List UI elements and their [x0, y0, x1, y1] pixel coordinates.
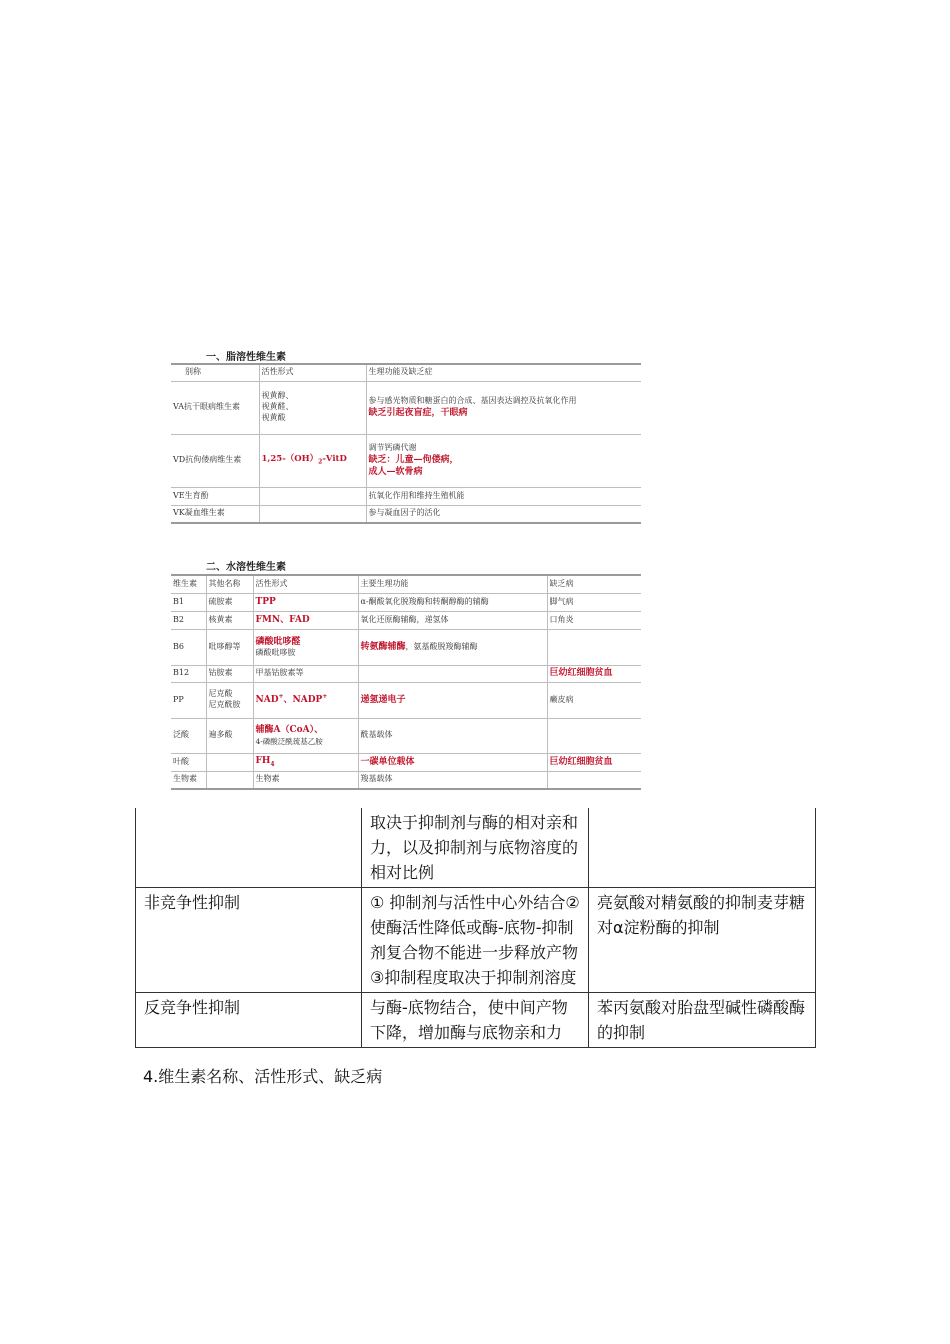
table-row	[171, 753, 641, 771]
vitamin-name-cell: VE生育酚	[171, 487, 259, 505]
fat-soluble-table	[171, 363, 641, 524]
vitamin-cell: B12	[171, 665, 206, 682]
active-form-cell: NAD+、NADP+	[253, 682, 358, 718]
vitamin-cell: PP	[171, 682, 206, 718]
table-row	[171, 629, 641, 665]
water-soluble-title: 二、水溶性维生素	[206, 562, 286, 573]
active-form-cell: 甲基钴胺素等	[253, 665, 358, 682]
table-row	[136, 888, 816, 993]
header-cell: 主要生理功能	[358, 575, 547, 593]
active-form-cell: TPP	[253, 593, 358, 611]
function-cell: 抗氧化作用和维持生殖机能	[366, 487, 641, 505]
other-name-cell: 钴胺素	[206, 665, 253, 682]
inhibition-example-cell: 亮氨酸对精氨酸的抑制麦芽糖对α淀粉酶的抑制	[589, 888, 816, 993]
deficiency-cell: 巨幼红细胞贫血	[547, 665, 641, 682]
header-cell: 其他名称	[206, 575, 253, 593]
function-cell: 递氢递电子	[358, 682, 547, 718]
header-cell: 缺乏病	[547, 575, 641, 593]
other-name-cell	[206, 753, 253, 771]
other-name-cell: 吡哆醇等	[206, 629, 253, 665]
vitamin-cell: B6	[171, 629, 206, 665]
function-cell: 羧基载体	[358, 771, 547, 789]
table-row	[171, 771, 641, 789]
inhibition-type-cell	[136, 808, 362, 888]
fat-soluble-title: 一、脂溶性维生素	[206, 352, 286, 363]
table-header-row	[171, 575, 641, 593]
function-cell: 一碳单位载体	[358, 753, 547, 771]
active-form-cell	[259, 505, 366, 523]
other-name-cell: 硫胺素	[206, 593, 253, 611]
other-name-cell	[206, 771, 253, 789]
active-form-cell: FMN、FAD	[253, 611, 358, 629]
table-header-row	[171, 364, 641, 381]
vitamin-cell: 叶酸	[171, 753, 206, 771]
table-row	[171, 434, 641, 487]
other-name-cell: 尼克酸 尼克酰胺	[206, 682, 253, 718]
header-cell: 生理功能及缺乏症	[366, 364, 641, 381]
header-cell: 活性形式	[259, 364, 366, 381]
header-cell: 维生素	[171, 575, 206, 593]
table-row	[171, 665, 641, 682]
function-cell: 参与感光物质和糖蛋白的合成、基因表达调控及抗氧化作用 缺乏引起夜盲症，干眼病	[366, 381, 641, 434]
active-form-cell: 视黄醇、 视黄醛、 视黄酸	[259, 381, 366, 434]
vitamin-name-cell: VK凝血维生素	[171, 505, 259, 523]
deficiency-cell: 癞皮病	[547, 682, 641, 718]
header-cell: 活性形式	[253, 575, 358, 593]
table-row	[171, 593, 641, 611]
table-row	[171, 611, 641, 629]
deficiency-cell: 口角炎	[547, 611, 641, 629]
table-row	[171, 381, 641, 434]
inhibition-feature-cell: ① 抑制剂与活性中心外结合②使酶活性降低或酶-底物-抑制剂复合物不能进一步释放产物③抑制程度取决于抑制剂溶度	[362, 888, 589, 993]
inhibition-feature-cell: 与酶-底物结合，使中间产物下降，增加酶与底物亲和力	[362, 993, 589, 1048]
deficiency-cell	[547, 718, 641, 753]
table-row	[171, 682, 641, 718]
inhibition-example-cell	[589, 808, 816, 888]
deficiency-cell	[547, 629, 641, 665]
inhibition-type-cell: 反竞争性抑制	[136, 993, 362, 1048]
inhibition-feature-cell: 取决于抑制剂与酶的相对亲和力，以及抑制剂与底物溶度的相对比例	[362, 808, 589, 888]
table-row	[171, 487, 641, 505]
function-cell: 转氨酶辅酶，氨基酸脱羧酶辅酶	[358, 629, 547, 665]
table-row	[171, 505, 641, 523]
other-name-cell: 遍多酸	[206, 718, 253, 753]
deficiency-text: 缺乏引起夜盲症，干眼病	[368, 407, 468, 418]
table-row	[136, 808, 816, 888]
other-name-cell: 核黄素	[206, 611, 253, 629]
active-form-cell: $FH_4$	[253, 753, 358, 771]
active-form-cell	[259, 487, 366, 505]
inhibition-example-cell: 苯丙氨酸对胎盘型碱性磷酸酶的抑制	[589, 993, 816, 1048]
function-cell: 参与凝血因子的活化	[366, 505, 641, 523]
section-caption: 4.维生素名称、活性形式、缺乏病	[143, 1067, 383, 1086]
active-form-cell: $1,25-(OH)_2$-VitD	[259, 434, 366, 487]
function-cell: 调节钙磷代谢 缺乏：儿童—佝偻病， 成人—软骨病	[366, 434, 641, 487]
function-cell: 酰基载体	[358, 718, 547, 753]
function-cell: α-酮酸氧化脱羧酶和转酮醇酶的辅酶	[358, 593, 547, 611]
inhibition-table	[135, 808, 816, 1048]
vitamin-cell: B1	[171, 593, 206, 611]
function-cell: 氧化还原酶辅酶，递氢体	[358, 611, 547, 629]
vitamin-cell: 生物素	[171, 771, 206, 789]
table-row	[171, 718, 641, 753]
function-cell	[358, 665, 547, 682]
active-form-cell: 辅酶A（CoA）、 4-磷酸泛酰巯基乙胺	[253, 718, 358, 753]
active-form-cell: 生物素	[253, 771, 358, 789]
inhibition-type-cell: 非竞争性抑制	[136, 888, 362, 993]
deficiency-cell: 巨幼红细胞贫血	[547, 753, 641, 771]
water-soluble-table	[171, 574, 641, 790]
header-cell: 别称	[171, 364, 259, 381]
active-form-cell: 磷酸吡哆醛 磷酸吡哆胺	[253, 629, 358, 665]
table-row	[136, 993, 816, 1048]
deficiency-cell: 脚气病	[547, 593, 641, 611]
vitamin-cell: B2	[171, 611, 206, 629]
deficiency-cell	[547, 771, 641, 789]
vitamin-name-cell: VA抗干眼病维生素	[171, 381, 259, 434]
vitamin-name-cell: VD抗佝偻病维生素	[171, 434, 259, 487]
vitamin-cell: 泛酸	[171, 718, 206, 753]
